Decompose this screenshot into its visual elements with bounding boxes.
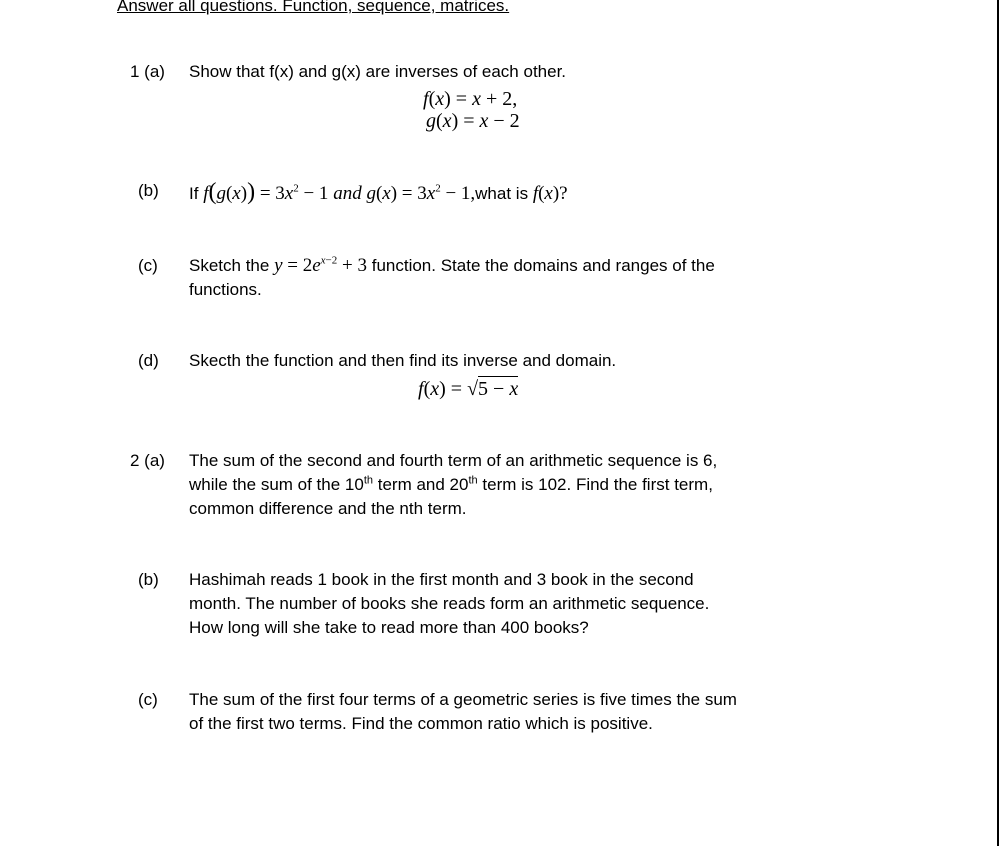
q1c-pre-text: Sketch the [189, 256, 270, 275]
q2a-line3: common difference and the nth term. [189, 499, 467, 518]
q2a-line2-pre: while the sum of the 10 [189, 475, 364, 494]
q1b-text [189, 180, 568, 206]
q1a-text: Show that f(x) and g(x) are inverses of each other. [189, 62, 567, 81]
q2b-line1: Hashimah reads 1 book in the first month and 3 book in the second [189, 570, 694, 589]
q2b-line3: How long will she take to read more than 400 books? [189, 618, 589, 637]
q2b-line2: month. The number of books she reads form an arithmetic sequence. [189, 594, 710, 613]
q2c-line1: The sum of the first four terms of a geometric series is five times the sum [189, 690, 737, 709]
q1c-post-text: function. State the domains and ranges of the [371, 256, 715, 275]
q1c-number: (c) [138, 256, 158, 275]
q2a-line2-post: term is 102. Find the first term, [482, 475, 713, 494]
q2a-line1: The sum of the second and fourth term of an arithmetic sequence is 6, [189, 451, 718, 470]
q1d-number: (d) [138, 351, 159, 370]
q1a-number: 1 (a) [130, 62, 165, 81]
q1c-equation: $y = 2e^{x-2} + 3$ [274, 254, 367, 276]
q2c-number: (c) [138, 690, 158, 709]
q1d-equation: f(x) = √5 − x [418, 378, 519, 400]
q2a-sup2: th [468, 474, 478, 487]
q1a-equation-f: f(x) = x + 2, [423, 88, 518, 110]
q2a-line2-mid: term and 20 [377, 475, 469, 494]
q2c-line2: of the first two terms. Find the common ratio which is positive. [189, 714, 653, 733]
q1b-pre-text: If [189, 184, 199, 203]
q1b-number: (b) [138, 181, 159, 200]
q1d-text: Skecth the function and then find its inverse and domain. [189, 351, 617, 370]
q1b-ask: f(x)? [532, 183, 568, 204]
q2a-number: 2 (a) [130, 451, 165, 470]
q1b-mid-text: what is [475, 184, 529, 203]
page-header: Answer all questions. Function, sequence, matrices. [117, 0, 510, 15]
q2a-line2 [189, 473, 713, 497]
q2b-number: (b) [138, 570, 159, 589]
page-right-border [997, 0, 999, 846]
q1a-equation-g: g(x) = x − 2 [426, 110, 520, 132]
q1c-text-line1 [189, 254, 715, 278]
q2a-sup1: th [363, 474, 374, 487]
q1c-text-line2: functions. [189, 280, 262, 299]
q1b-equation: $f(g(x)) = 3x^2 - 1$ and $g(x) = 3x^2 - 1$, [203, 179, 476, 205]
